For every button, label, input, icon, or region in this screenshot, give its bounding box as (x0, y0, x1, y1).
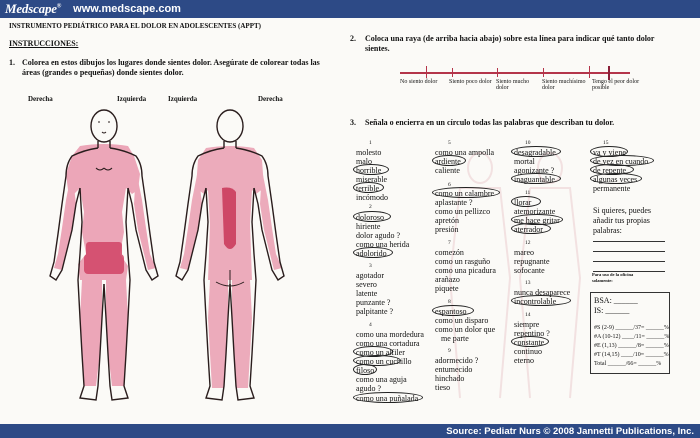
word-option[interactable]: severo (356, 280, 377, 289)
word-option[interactable]: piquete (435, 284, 459, 293)
score-t-field[interactable]: #T (14,15) ____/10= ______% (594, 352, 669, 358)
source-credit: Source: Pediatr Nurs © 2008 Jannetti Publications, Inc. (446, 425, 694, 437)
add-word-line[interactable] (593, 261, 665, 262)
word-option[interactable]: como un alfiler (356, 348, 405, 357)
add-words-prompt: añadir tus propias (593, 216, 650, 225)
is-field[interactable]: IS: ______ (594, 306, 630, 315)
front-dense-shading (84, 242, 124, 274)
q2-number: 2. (350, 34, 356, 43)
document-title: INSTRUMENTO PEDIÁTRICO PARA EL DOLOR EN ADOLESCENTES (APPT) (9, 22, 261, 30)
word-option[interactable]: repentino ? (514, 329, 550, 338)
scale-label-very-much: Siento muchísimo dolor (542, 79, 586, 92)
word-option[interactable]: mortal (514, 157, 535, 166)
pain-intensity-scale[interactable] (400, 72, 630, 74)
group-number: 13 (525, 280, 531, 286)
word-option[interactable]: punzante ? (356, 298, 391, 307)
word-option[interactable]: siempre (514, 320, 540, 329)
word-option[interactable]: espantoso (435, 307, 467, 316)
add-words-prompt: Si quieres, puedes (593, 206, 651, 215)
word-option[interactable]: atemorizante (514, 207, 556, 216)
q3-number: 3. (350, 118, 356, 127)
group-number: 12 (525, 240, 531, 246)
document-page (0, 18, 700, 424)
group-number: 6 (448, 182, 451, 188)
scale-end-right (589, 66, 590, 78)
word-option[interactable]: palpitante ? (356, 307, 394, 316)
word-option[interactable]: filoso (356, 366, 375, 375)
circled-mark (432, 155, 466, 166)
score-e-field[interactable]: #E (1,13) ______/8= ______% (594, 343, 669, 349)
q1-text-line1: Colorea en estos dibujos los lugares donde sientes dolor. Asegúrate de colorear todas las (22, 58, 320, 67)
circled-mark (511, 223, 551, 234)
circled-mark (353, 247, 393, 258)
word-option[interactable]: nunca desaparece (514, 288, 571, 297)
word-option[interactable]: como una mordedura (356, 330, 424, 339)
word-option[interactable]: terrible (356, 184, 380, 193)
word-option[interactable]: me hace gritar (514, 216, 560, 225)
word-option[interactable]: sofocante (514, 266, 545, 275)
word-option[interactable]: como una puñalada (356, 394, 419, 403)
group-number: 5 (448, 140, 451, 146)
word-option[interactable]: agotador (356, 271, 384, 280)
word-option[interactable]: me parte (441, 334, 469, 343)
word-option[interactable]: eterno (514, 356, 534, 365)
word-option[interactable]: apretón (435, 216, 459, 225)
word-option[interactable]: de vez en cuando (593, 157, 649, 166)
word-option[interactable]: hinchado (435, 374, 465, 383)
office-use-label: Para uso de la oficina (592, 272, 634, 277)
footer-bar (0, 424, 700, 438)
circled-mark (511, 295, 571, 306)
word-option[interactable]: agonizante ? (514, 166, 555, 175)
group-number: 10 (525, 140, 531, 146)
word-option[interactable]: repugnante (514, 257, 550, 266)
q2-text-line1: Coloca una raya (de arriba hacia abajo) sobre esta línea para indicar qué tanto dolor (365, 34, 655, 43)
circled-mark (511, 173, 561, 184)
word-option[interactable]: como una aguja (356, 375, 407, 384)
word-option[interactable]: hiriente (356, 222, 381, 231)
group-number: 1 (369, 140, 372, 146)
circled-mark (511, 196, 541, 207)
circled-mark (353, 392, 423, 403)
word-option[interactable]: llorar (514, 198, 532, 207)
word-option[interactable]: agudo ? (356, 384, 382, 393)
instructions-heading: INSTRUCCIONES: (9, 39, 79, 48)
add-word-line[interactable] (593, 251, 665, 252)
back-label-right: Derecha (258, 95, 283, 103)
word-option[interactable]: constante (514, 338, 545, 347)
word-option[interactable]: molesto (356, 148, 382, 157)
site-url-link[interactable]: www.medscape.com (73, 3, 181, 15)
add-word-line[interactable] (593, 241, 665, 242)
front-label-left: Izquierda (117, 95, 147, 103)
word-option[interactable]: como una ampolla (435, 148, 495, 157)
word-option[interactable]: dolor agudo ? (356, 231, 400, 240)
word-option[interactable]: horrible (356, 166, 382, 175)
word-option[interactable]: aterrador (514, 225, 543, 234)
front-label-right: Derecha (28, 95, 53, 103)
header-bar (0, 0, 700, 18)
word-option[interactable]: continuo (514, 347, 542, 356)
word-option[interactable]: miserable (356, 175, 388, 184)
word-option[interactable]: incómodo (356, 193, 388, 202)
word-option[interactable]: aplastante ? (435, 198, 473, 207)
scale-label-none: No siento dolor (400, 79, 438, 85)
word-option[interactable]: incontrolable (514, 297, 557, 306)
group-number: 4 (369, 322, 372, 328)
word-option[interactable]: adolorido (356, 249, 387, 258)
word-option[interactable]: adormecido ? (435, 356, 479, 365)
word-option[interactable]: arañazo (435, 275, 460, 284)
office-use-label: solamente: (592, 278, 613, 283)
word-option[interactable]: desagradable (514, 148, 556, 157)
circled-mark (511, 336, 549, 347)
scale-label-little: Siento poco dolor (449, 79, 492, 85)
word-option[interactable]: como un cuchillo (356, 357, 412, 366)
word-option[interactable]: como un disparo (435, 316, 489, 325)
group-number: 14 (525, 312, 531, 318)
office-use-box (590, 292, 670, 374)
scale-tick (452, 68, 453, 77)
scale-label-worst: Tengo el peor dolor posible (592, 79, 640, 92)
circled-mark (432, 187, 500, 198)
scale-tick (543, 68, 544, 77)
back-body-figure[interactable] (166, 104, 296, 422)
back-label-left: Izquierda (168, 95, 198, 103)
back-pain-shading (180, 146, 282, 388)
word-option[interactable]: como una herida (356, 240, 410, 249)
front-body-figure[interactable] (40, 104, 170, 422)
word-option[interactable]: mareo (514, 248, 534, 257)
q3-text: Señala o encierra en un círculo todas las palabras que describan tu dolor. (365, 118, 615, 127)
pain-mark (608, 66, 610, 80)
q2-text-line2: sientes. (365, 44, 390, 53)
q1-number: 1. (9, 58, 15, 67)
word-option[interactable]: como un dolor que (435, 325, 496, 334)
add-words-prompt: palabras: (593, 226, 622, 235)
word-option[interactable]: presión (435, 225, 459, 234)
group-number: 8 (448, 299, 451, 305)
word-option[interactable]: latente (356, 289, 378, 298)
word-option[interactable]: como un calambre (435, 189, 495, 198)
word-option[interactable]: va y viene (593, 148, 626, 157)
circled-mark (590, 173, 642, 184)
group-number: 2 (369, 204, 372, 210)
circled-mark (353, 211, 391, 222)
word-option[interactable]: como un pellizco (435, 207, 491, 216)
q1-text-line2: áreas (grandes o pequeñas) donde sientes dolor. (22, 68, 184, 77)
word-option[interactable]: inaguantable (514, 175, 555, 184)
scale-tick (497, 68, 498, 77)
group-number: 15 (603, 140, 609, 146)
medscape-logo[interactable]: Medscape® (5, 1, 62, 16)
group-number: 3 (369, 263, 372, 269)
bsa-field[interactable]: BSA: ______ (594, 296, 638, 305)
scale-end-left (426, 66, 427, 78)
word-option[interactable]: algunas veces (593, 175, 638, 184)
group-number: 11 (525, 190, 531, 196)
score-a-field[interactable]: #A (10-12) ____/11= ______% (594, 334, 670, 340)
word-option[interactable]: permanente (593, 184, 631, 193)
score-s-field[interactable]: #S (2-9) ______/37= ______% (594, 325, 669, 331)
word-option[interactable]: comezón (435, 248, 464, 257)
word-option[interactable]: tieso (435, 383, 451, 392)
circled-mark (432, 305, 474, 316)
word-option[interactable]: de repente (593, 166, 627, 175)
word-option[interactable]: doloroso (356, 213, 384, 222)
word-option[interactable]: como una picadura (435, 266, 496, 275)
word-option[interactable]: como una cortadura (356, 339, 420, 348)
score-total-field[interactable]: Total ______/66= ______% (594, 361, 662, 367)
word-option[interactable]: malo (356, 157, 372, 166)
word-option[interactable]: caliente (435, 166, 460, 175)
word-option[interactable]: ardiente (435, 157, 461, 166)
back-spine-shading (222, 188, 236, 250)
circled-mark (353, 164, 389, 175)
scale-label-much: Siento mucho dolor (496, 79, 530, 92)
circled-mark (353, 182, 384, 193)
group-number: 9 (448, 348, 451, 354)
group-number: 7 (448, 240, 451, 246)
word-option[interactable]: como un rasguño (435, 257, 491, 266)
circled-mark (353, 364, 377, 375)
circled-mark (511, 146, 561, 157)
word-option[interactable]: entumecido (435, 365, 473, 374)
